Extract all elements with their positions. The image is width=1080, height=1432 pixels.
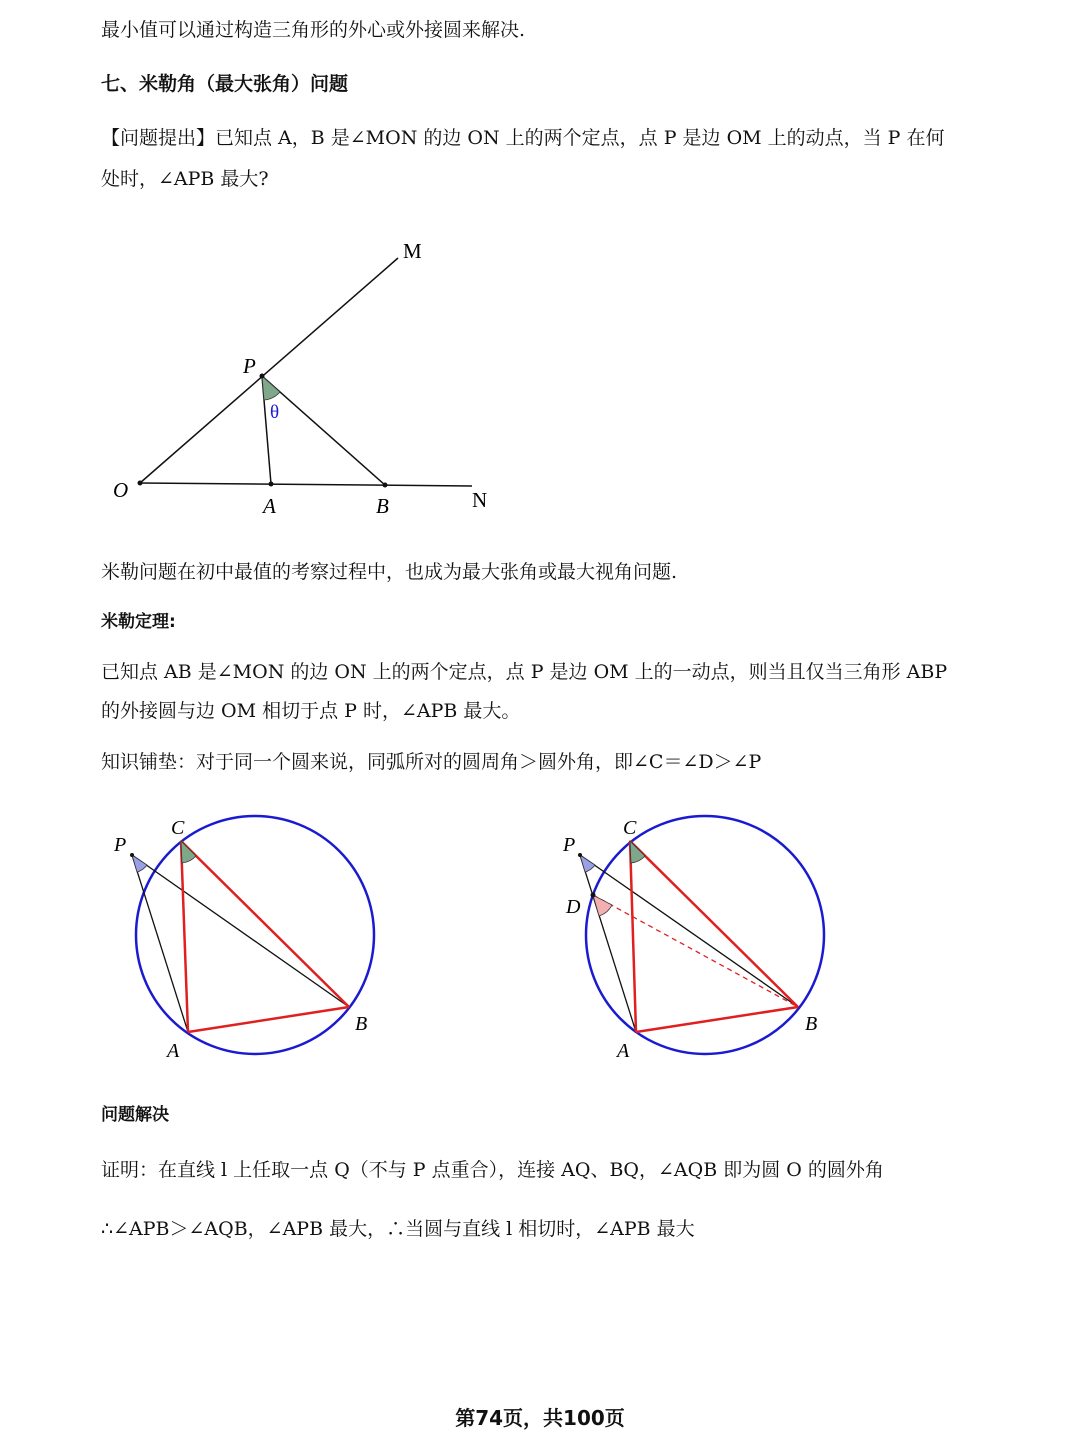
- angle-p-marker: [580, 855, 595, 872]
- remark-line: 米勒问题在初中最值的考察过程中，也成为最大张角或最大视角问题.: [101, 561, 678, 583]
- segment-pb: [262, 376, 385, 485]
- proof-line-2: ∴∠APB＞∠AQB，∠APB 最大，∴当圆与直线 l 相切时，∠APB 最大: [101, 1218, 695, 1240]
- label-a: A: [617, 1040, 630, 1062]
- segment-cb: [630, 841, 798, 1007]
- angle-d-marker: [593, 895, 612, 916]
- label-o: O: [113, 478, 129, 502]
- figure-inscribed-vs-exterior-left: [100, 810, 400, 1070]
- label-m: M: [403, 239, 422, 263]
- segment-pb: [580, 855, 798, 1007]
- label-p: P: [243, 354, 256, 378]
- label-a: A: [263, 494, 276, 518]
- proof-line-1: 证明：在直线 l 上任取一点 Q（不与 P 点重合），连接 AQ、BQ，∠AQB 即为圆 O 的圆外角: [101, 1159, 884, 1181]
- page-footer: 第74页，共100页: [455, 1406, 625, 1430]
- theorem-title: 米勒定理:: [101, 612, 176, 632]
- angle-apb-marker: [262, 376, 280, 400]
- segment-ca: [630, 841, 636, 1032]
- question-line-2: 处时，∠APB 最大?: [101, 168, 269, 190]
- intro-line: 最小值可以通过构造三角形的外心或外接圆来解决.: [101, 19, 526, 41]
- ray-on: [140, 483, 472, 486]
- label-d: D: [566, 896, 581, 918]
- point-o: [138, 481, 143, 486]
- point-d: [591, 893, 596, 898]
- point-p: [130, 853, 134, 857]
- label-b: B: [805, 1013, 818, 1035]
- label-p: P: [563, 834, 576, 856]
- segment-pb: [132, 855, 349, 1007]
- figure-miller-angle: [100, 230, 520, 530]
- theorem-line-1: 已知点 AB 是∠MON 的边 ON 上的两个定点，点 P 是边 OM 上的一动点，则当且仅当三角形 ABP: [101, 661, 948, 683]
- point-p: [260, 374, 265, 379]
- section-heading: 七、米勒角（最大张角）问题: [101, 73, 349, 95]
- segment-ab: [636, 1007, 798, 1032]
- label-a: A: [167, 1040, 180, 1062]
- point-a: [269, 482, 274, 487]
- label-theta: θ: [270, 402, 280, 423]
- knowledge-line: 知识铺垫：对于同一个圆来说，同弧所对的圆周角＞圆外角，即∠C＝∠D＞∠P: [101, 751, 762, 773]
- ray-om: [140, 258, 398, 483]
- label-b: B: [376, 494, 389, 518]
- label-c: C: [171, 817, 185, 839]
- circle: [136, 816, 374, 1054]
- theorem-line-2: 的外接圆与边 OM 相切于点 P 时，∠APB 最大。: [101, 700, 521, 722]
- angle-p-marker: [132, 855, 147, 872]
- figure-inscribed-vs-exterior-right: [550, 810, 850, 1070]
- label-b: B: [355, 1013, 368, 1035]
- segment-cb: [181, 841, 349, 1007]
- segment-db-dashed: [593, 895, 798, 1007]
- label-n: N: [472, 488, 488, 512]
- label-c: C: [623, 817, 637, 839]
- solution-title: 问题解决: [101, 1105, 169, 1125]
- point-b: [383, 483, 388, 488]
- circle: [586, 816, 824, 1054]
- segment-ab: [188, 1007, 349, 1032]
- segment-ca: [181, 841, 188, 1032]
- question-line-1: 【问题提出】已知点 A，B 是∠MON 的边 ON 上的两个定点，点 P 是边 OM 上的动点，当 P 在何: [101, 127, 945, 149]
- point-p: [578, 853, 582, 857]
- label-p: P: [114, 834, 127, 856]
